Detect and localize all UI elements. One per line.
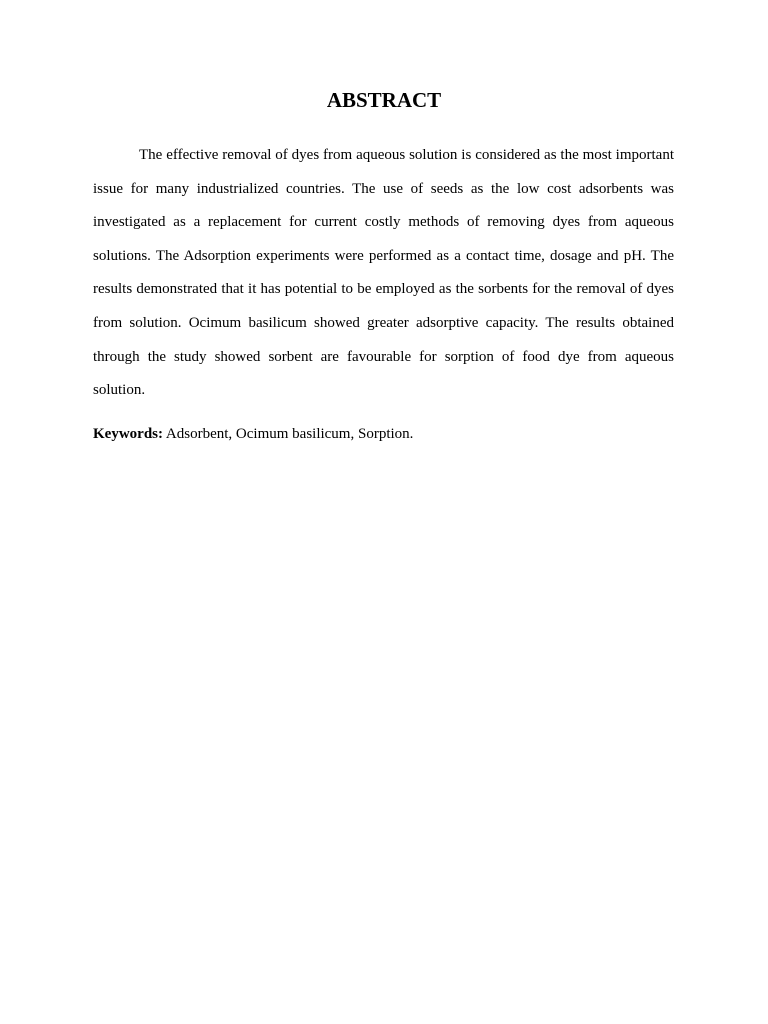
abstract-heading: ABSTRACT xyxy=(326,88,442,112)
abstract-paragraph: The effective removal of dyes from aqueous solution is considered as the most important issue for many industrialized countries. The use of seeds as the low cost adsorbents was investigated as a replacement for current costly methods of removing dyes from aqueous solutions. The Adsorption experiments were performed as a contact time, dosage and pH. The results demonstrated that it has potential to be employed as the sorbents for the removal of dyes from solution. Ocimum basilicum showed greater adsorptive capacity. The results obtained through the study showed sorbent are favourable for sorption of food dye from aqueous solution. xyxy=(93,147,674,399)
keywords-line xyxy=(93,421,674,447)
keywords-label: Keywords: xyxy=(93,426,163,442)
keywords-value: Adsorbent, Ocimum basilicum, Sorption. xyxy=(163,426,414,442)
